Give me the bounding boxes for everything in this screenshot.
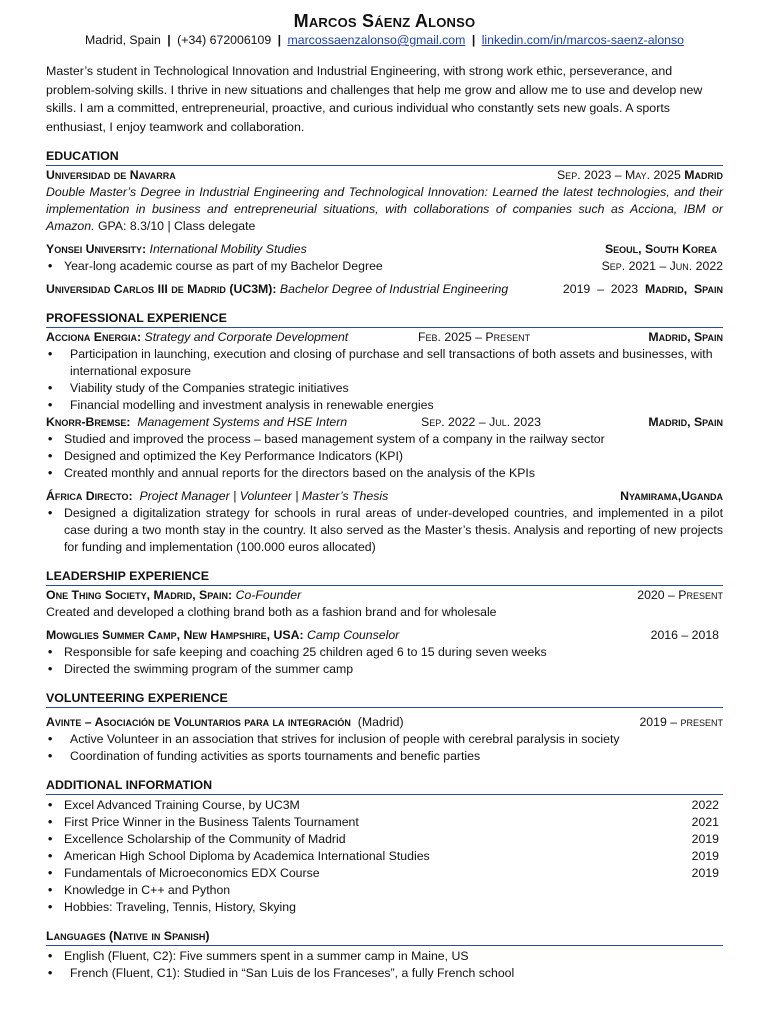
job-knorr-bullets [46,431,723,482]
list-item: • Studied and improved the process – based management system of a company in the railway sector [46,431,723,448]
item-text: • Fundamentals of Microeconomics EDX Course [64,866,320,880]
email-link[interactable]: marcossaenzalonso@gmail.com [287,33,466,47]
date-place [557,167,723,184]
section-heading-volunteering: VOLUNTEERING EXPERIENCE [46,690,723,708]
education-yonsei-header [46,241,723,258]
org-name: Mowglies Summer Camp, New Hampshire, USA: [46,628,304,642]
job-africa-bullets [46,505,723,556]
org-name: One Thing Society, Madrid, Spain: [46,588,233,602]
list-item [46,882,723,899]
org-name: Universidad Carlos III de Madrid (UC3M): [46,282,277,296]
job-knorr-header [46,414,723,431]
role-title: Camp Counselor [306,628,400,642]
job-title: Strategy and Corporate Development [144,330,349,344]
list-item: • Designed and optimized the Key Performance Indicators (KPI) [46,448,723,465]
section-heading-leadership: LEADERSHIP EXPERIENCE [46,568,723,586]
separator: | [277,33,282,47]
item-year: 2019 [691,832,719,846]
description: Double Master’s Degree in Industrial Engineering and Technological Innovation: Learned the latest technologies, and their implementation in business and entrepreneurial situations, with collaborations of companies such as Acciona, IBM or Amazon. [46,185,723,233]
org-name: Avinte – Asociación de Voluntarios para la integración [46,715,351,729]
list-item: • Directed the swimming program of the summer camp [46,661,723,678]
list-item [46,831,723,848]
dates: Sep. 2023 – May. 2025 [556,168,681,182]
org-name: Yonsei University: [46,242,147,256]
summary-paragraph: Master’s student in Technological Innovation and Industrial Engineering, with strong work ethic, perseverance, and problem-solving skills. I thrive in new situations and challenges that help me grow and allow me to use and develop new skills. I am a committed, entrepreneurial, proactive, and curious individual who constantly sets new goals. A sports enthusiast, I enjoy teamwork and collaboration. [46,64,703,134]
item-year: 2022 [691,798,719,812]
dates: 2016 – 2018 [650,628,719,642]
place: Madrid, Spain [644,282,723,296]
additional-list [46,797,723,916]
gpa: GPA: 8.3/10 | Class delegate [94,219,256,233]
item-year: 2019 [691,849,719,863]
job-acciona-header [46,329,723,346]
list-item: • Active Volunteer in an association that strives for inclusion of people with cerebral paralysis in society [46,731,723,748]
item-year: 2021 [691,815,719,829]
item-year: 2019 [691,866,719,880]
program-title: Bachelor Degree of Industrial Engineering [279,282,509,296]
item-text: • Hobbies: Traveling, Tennis, History, Skying [64,900,296,914]
education-yonsei-bullet-row [46,258,723,275]
org-name: Knorr-Bremse: [46,415,131,429]
section-heading-professional: PROFESSIONAL EXPERIENCE [46,310,723,328]
volunteering-avinte-bullets [46,731,723,765]
item-text: • First Price Winner in the Business Talents Tournament [64,815,359,829]
list-item: • English (Fluent, C2): Five summers spent in a summer camp in Maine, US [46,948,723,965]
item-year [719,882,723,899]
candidate-name: Marcos Sáenz Alonso [293,11,476,31]
program-title: International Mobility Studies [149,242,307,256]
phone: (+34) 672006109 [177,33,272,47]
dates: Sep. 2021 – Jun. 2022 [601,259,723,273]
leadership-onething-text: Created and developed a clothing brand both as a fashion brand and for wholesale [46,605,497,619]
org-title [46,281,508,298]
place: Nyamirama,Uganda [620,489,723,503]
education-navarra-header [46,167,723,184]
section-heading-languages: Languages (Native in Spanish) [46,928,723,946]
date-place [563,281,723,298]
item-text: • Knowledge in C++ and Python [64,883,231,897]
location: Madrid, Spain [85,33,161,47]
list-item [46,797,723,814]
job-title: Management Systems and HSE Intern [137,415,348,429]
list-item: • Created monthly and annual reports for the directors based on the analysis of the KPIs [46,465,723,482]
contact-line [46,32,723,49]
list-item [46,848,723,865]
list-item: • Year-long academic course as part of my Bachelor Degree [46,258,383,275]
linkedin-link[interactable]: linkedin.com/in/marcos-saenz-alonso [481,33,684,47]
education-navarra-description [46,184,723,235]
list-item: • Coordination of funding activities as sports tournaments and benefic parties [46,748,723,765]
list-item [46,814,723,831]
org-title [46,587,301,604]
leadership-onething-header [46,587,723,604]
list-item: • French (Fluent, C1): Studied in “San Luis de los Franceses”, a fully French school [46,965,723,982]
item-text: • American High School Diploma by Academica International Studies [64,849,430,863]
place: Madrid, Spain [648,330,723,344]
place: Seoul, South Korea [604,242,717,256]
languages-list [46,948,723,982]
role-title: Co-Founder [235,588,302,602]
leadership-mowglies-bullets [46,644,723,678]
dates: 2019 – present [639,715,723,729]
org-title [46,488,388,505]
list-item: • Viability study of the Companies strategic initiatives [46,380,723,397]
leadership-mowglies-header [46,627,723,644]
org-title [46,414,347,431]
org-title [46,714,404,731]
item-text: • Excellence Scholarship of the Community of Madrid [64,832,346,846]
place: Madrid [684,168,723,182]
education-uc3m-header [46,281,723,298]
list-item: • Participation in launching, execution and closing of purchase and sell transactions of both assets and businesses, with international exposure [46,346,723,380]
org-name: Universidad de Navarra [46,168,176,182]
dates: Feb. 2025 – Present [418,330,531,344]
list-item: • Responsible for safe keeping and coaching 25 children aged 6 to 15 during seven weeks [46,644,723,661]
job-acciona-bullets [46,346,723,414]
list-item [46,865,723,882]
place: Madrid, Spain [648,415,723,429]
dates: 2019 – 2023 [562,282,639,296]
list-item: • Designed a digitalization strategy for schools in rural areas of under-developed countries, and implemented in a pilot case during a two month stay in the country. It also served as the Master’s thesis. Analysis and reporting of new projects for funding and implementation (100.000 euros allocated) [46,505,723,556]
item-year [719,899,723,916]
item-text: • Excel Advanced Training Course, by UC3M [64,798,300,812]
list-item: • Financial modelling and investment analysis in renewable energies [46,397,723,414]
org-title [46,329,348,346]
org-name: África Directo: [46,489,133,503]
dates: 2020 – Present [637,588,723,602]
org-name: Acciona Energia: [46,330,142,344]
org-title [46,627,399,644]
section-heading-additional: ADDITIONAL INFORMATION [46,777,723,795]
separator: | [471,33,476,47]
job-africa-header [46,488,723,505]
job-title: Project Manager | Volunteer | Master’s Thesis [139,489,389,503]
dates: Sep. 2022 – Jul. 2023 [421,415,541,429]
org-title [46,241,307,258]
separator: | [167,33,171,47]
resume-page [46,10,723,982]
list-item [46,899,723,916]
place: (Madrid) [357,715,404,729]
volunteering-avinte-header [46,714,723,731]
section-heading-education: EDUCATION [46,148,723,166]
